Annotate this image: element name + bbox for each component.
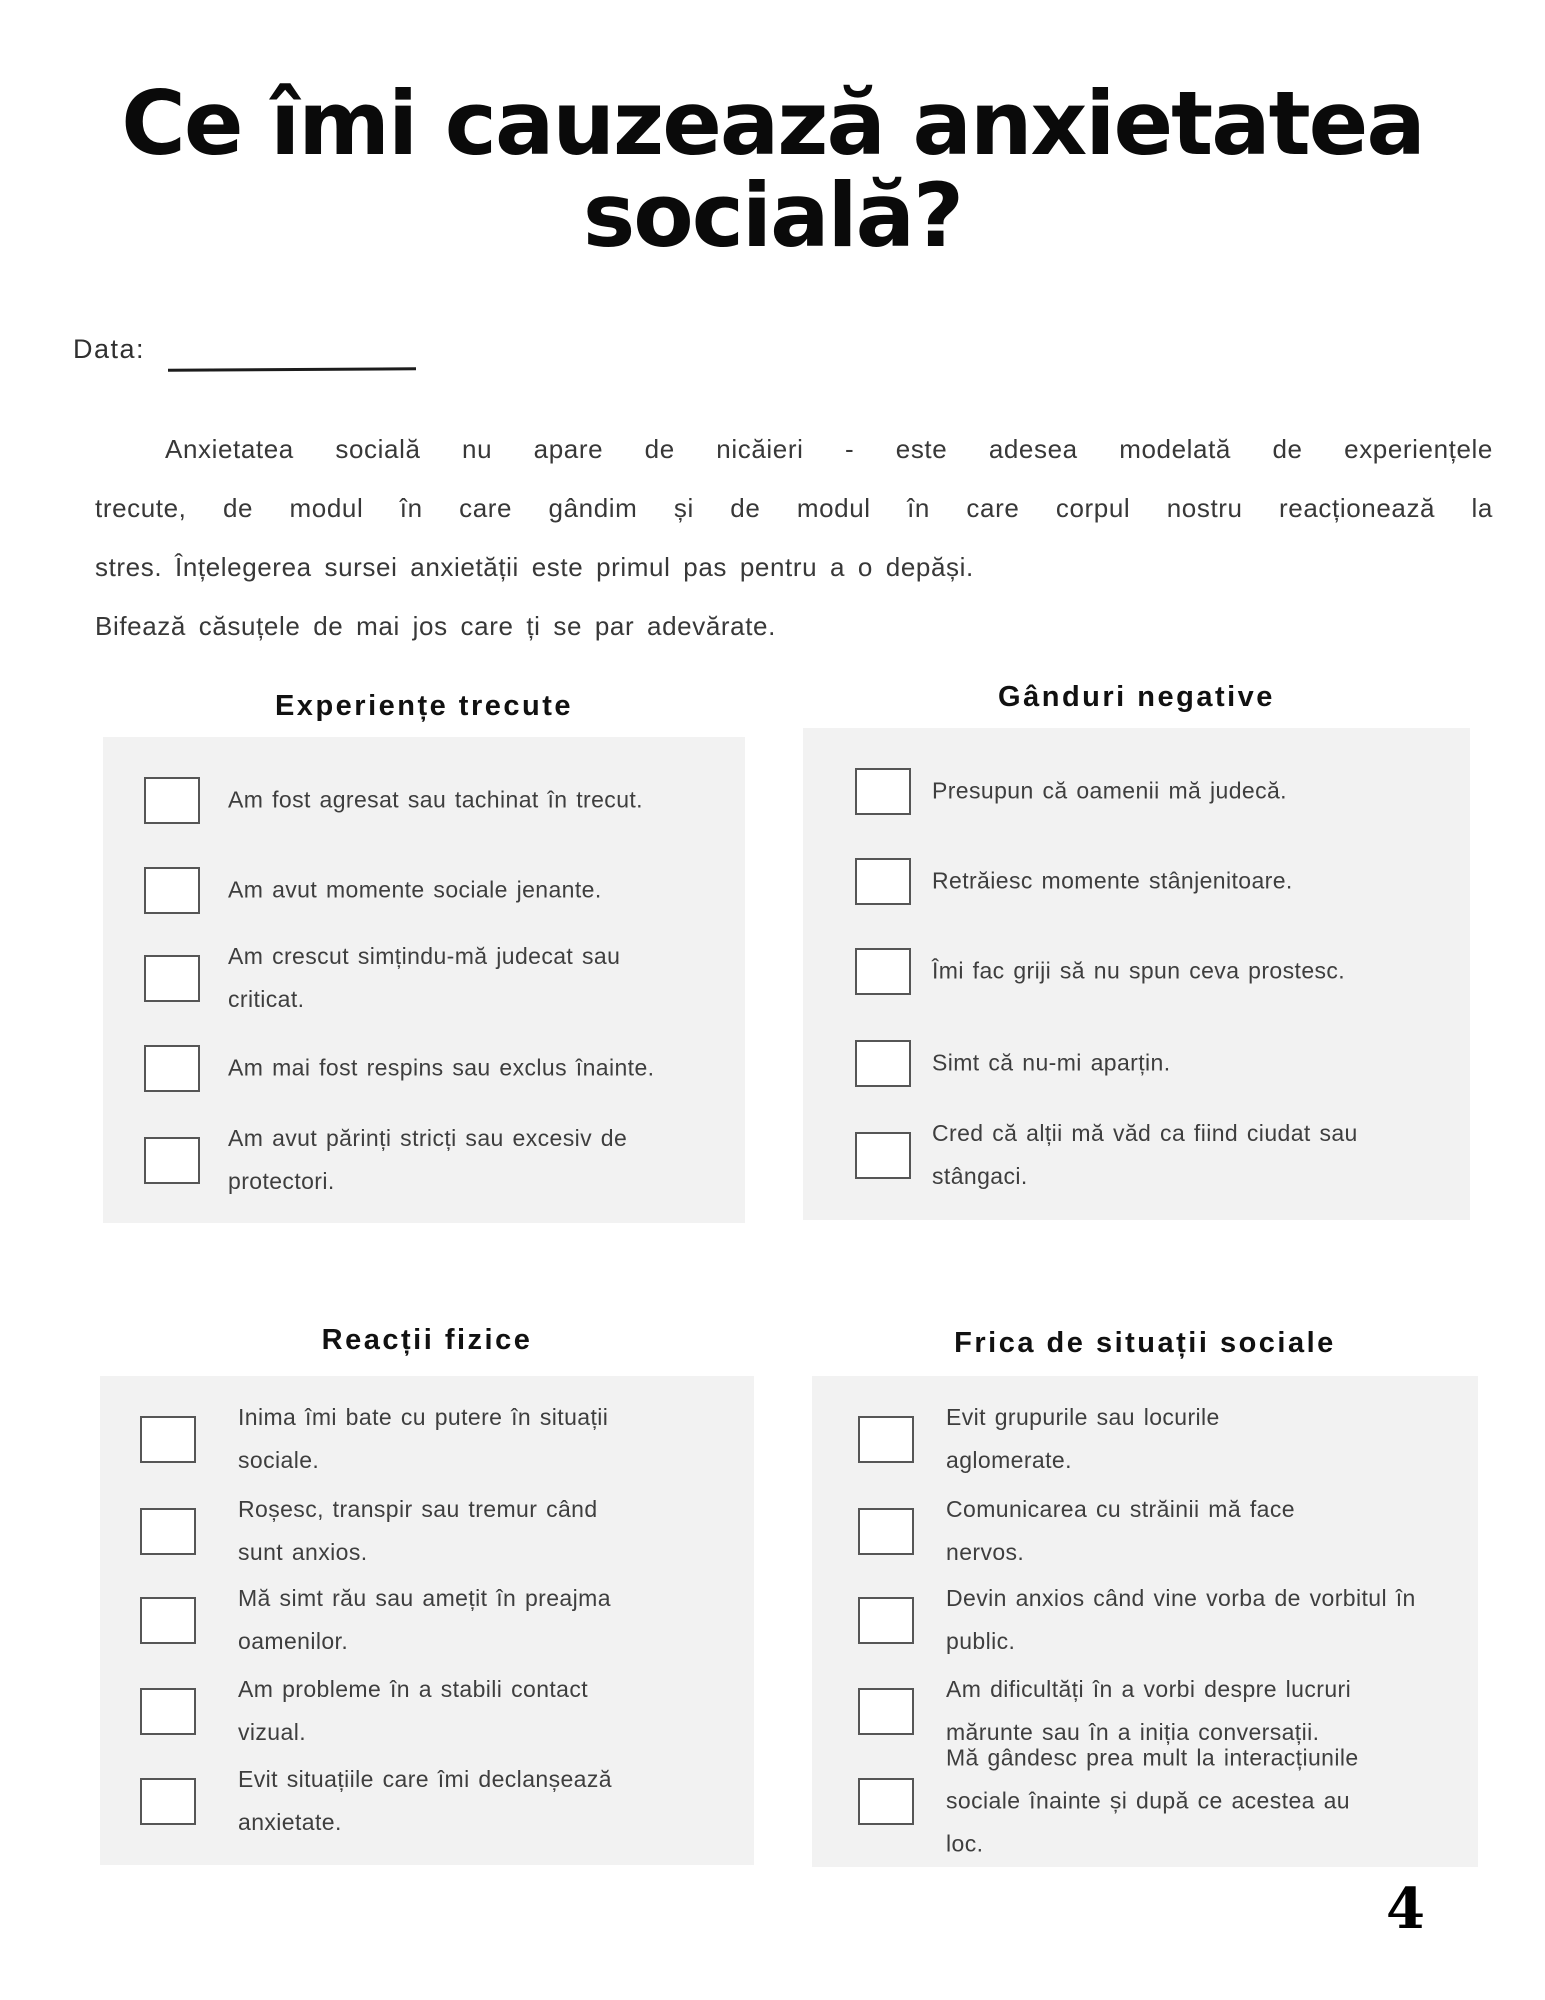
checkbox-label: Am avut momente sociale jenante. — [228, 876, 602, 903]
checkbox-label: Mă gândesc prea mult la interacțiunile sociale înainte și după ce acestea au loc. — [946, 1744, 1359, 1857]
checkbox-label: Am probleme în a stabili contact vizual. — [238, 1676, 589, 1745]
checkbox-label: Am fost agresat sau tachinat în trecut. — [228, 786, 643, 813]
checkbox[interactable] — [144, 1045, 200, 1092]
checkbox[interactable] — [144, 867, 200, 914]
checkbox-label: Evit grupurile sau locurile aglomerate. — [946, 1404, 1220, 1473]
checkbox-label: Îmi fac griji să nu spun ceva prostesc. — [932, 957, 1346, 984]
checkbox[interactable] — [144, 955, 200, 1002]
checkbox-label: Am mai fost respins sau exclus înainte. — [228, 1054, 655, 1081]
checkbox[interactable] — [140, 1508, 196, 1555]
page-title-line-1: Ce îmi cauzează anxietatea — [121, 72, 1424, 175]
checkbox-label: Mă simt rău sau amețit în preajma oamenilor. — [238, 1585, 611, 1654]
checkbox-label: Inima îmi bate cu putere în situații sociale. — [238, 1404, 609, 1473]
checkbox-label: Devin anxios când vine vorba de vorbitul în public. — [946, 1585, 1416, 1654]
checkbox[interactable] — [858, 1688, 914, 1735]
checkbox[interactable] — [144, 777, 200, 824]
checkbox[interactable] — [858, 1597, 914, 1644]
page-title-line-2: socială? — [582, 163, 963, 267]
checkbox-label: Am crescut simțindu-mă judecat sau criticat. — [228, 943, 621, 1012]
page-number: 4 — [1386, 1876, 1425, 1942]
checkbox[interactable] — [140, 1597, 196, 1644]
date-input-line[interactable] — [168, 367, 416, 372]
checkbox-label: Am avut părinți stricți sau excesiv de protectori. — [228, 1125, 628, 1194]
checkbox[interactable] — [858, 1778, 914, 1825]
checkbox[interactable] — [855, 858, 911, 905]
checkbox-label: Roșesc, transpir sau tremur când sunt anxios. — [238, 1496, 598, 1565]
checkbox[interactable] — [140, 1416, 196, 1463]
intro-line: stres. Înțelegerea sursei anxietății este primul pas pentru a o depăși. — [95, 552, 974, 582]
checkbox[interactable] — [855, 948, 911, 995]
section-title-fear-social-situations: Frica de situații sociale — [954, 1327, 1336, 1359]
intro-line: trecute, de modul în care gândim și de modul în care corpul nostru reacționează la — [95, 493, 1493, 523]
checkbox-label: Comunicarea cu străinii mă face nervos. — [946, 1496, 1295, 1565]
checkbox[interactable] — [858, 1508, 914, 1555]
checkbox[interactable] — [855, 1040, 911, 1087]
section-title-negative-thoughts: Gânduri negative — [998, 681, 1275, 713]
section-title-physical-reactions: Reacții fizice — [321, 1324, 533, 1356]
instruction-line: Bifează căsuțele de mai jos care ți se par adevărate. — [95, 611, 776, 641]
intro-line: Anxietatea socială nu apare de nicăieri - este adesea modelată de experiențele — [165, 434, 1493, 464]
checkbox[interactable] — [144, 1137, 200, 1184]
section-title-past-experiences: Experiențe trecute — [274, 690, 574, 722]
checkbox-label: Evit situațiile care îmi declanșează anxietate. — [238, 1766, 612, 1835]
checkbox-label: Retrăiesc momente stânjenitoare. — [932, 867, 1293, 894]
page-title — [0, 72, 1545, 267]
checkbox-label: Am dificultăți în a vorbi despre lucruri mărunte sau în a iniția conversații. — [946, 1676, 1352, 1745]
checkbox[interactable] — [855, 768, 911, 815]
intro-paragraph — [95, 420, 1493, 656]
checkbox-label: Presupun că oamenii mă judecă. — [932, 777, 1287, 804]
checkbox[interactable] — [858, 1416, 914, 1463]
checkbox[interactable] — [140, 1688, 196, 1735]
checkbox-label: Simt că nu-mi aparțin. — [932, 1049, 1171, 1076]
checkbox[interactable] — [140, 1778, 196, 1825]
checkbox[interactable] — [855, 1132, 911, 1179]
date-label: Data: — [73, 334, 146, 364]
checkbox-label: Cred că alții mă văd ca fiind ciudat sau stângaci. — [932, 1120, 1358, 1189]
